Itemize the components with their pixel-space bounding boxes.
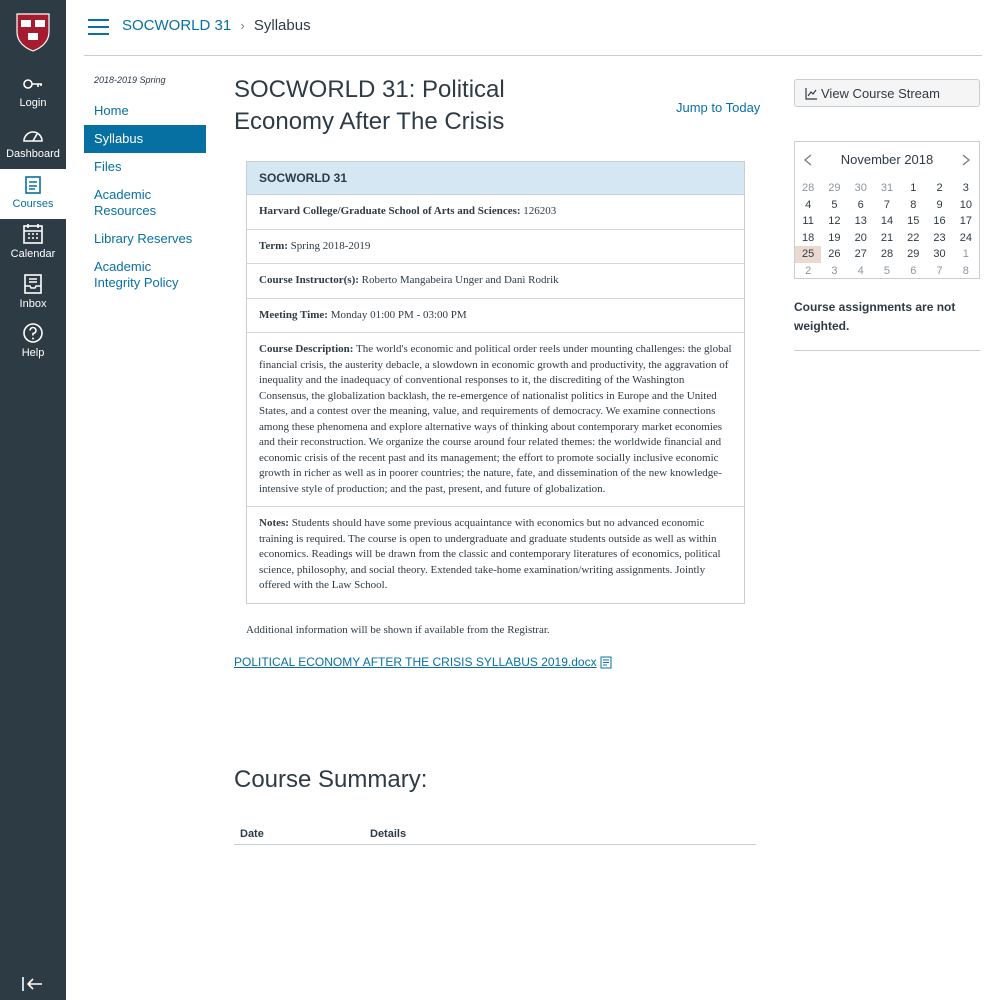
chevron-right-icon[interactable] xyxy=(961,154,971,166)
calendar-day[interactable]: 4 xyxy=(857,264,864,277)
calendar-day[interactable]: 5 xyxy=(831,198,838,211)
breadcrumb xyxy=(122,17,311,34)
harvard-shield-logo[interactable] xyxy=(15,12,51,52)
calendar-day[interactable]: 30 xyxy=(933,248,946,260)
global-nav-courses[interactable] xyxy=(0,169,66,219)
global-nav-label: Inbox xyxy=(19,298,47,310)
course-nav-home[interactable]: Home xyxy=(94,103,129,118)
calendar-day[interactable]: 1 xyxy=(962,248,969,260)
dashboard-icon xyxy=(21,125,45,145)
term-value: Spring 2018-2019 xyxy=(290,239,371,252)
calendar-day[interactable]: 29 xyxy=(907,248,920,260)
calendar-day[interactable]: 8 xyxy=(910,198,917,211)
global-nav-label: Dashboard xyxy=(6,148,60,160)
calendar-day[interactable]: 11 xyxy=(802,215,814,227)
term-label: 2018-2019 Spring xyxy=(94,75,166,85)
view-course-stream-button[interactable] xyxy=(794,79,980,107)
calendar-day[interactable]: 4 xyxy=(805,198,812,211)
calendar-week-row xyxy=(795,246,979,263)
course-info-panel xyxy=(246,161,745,604)
calendar-day[interactable]: 17 xyxy=(959,215,972,227)
calendar-day[interactable]: 18 xyxy=(802,231,815,244)
calendar-day[interactable]: 2 xyxy=(805,264,812,277)
mini-calendar xyxy=(794,141,980,279)
school-value: 126203 xyxy=(523,205,557,217)
notes-row xyxy=(247,507,744,603)
document-preview-icon[interactable] xyxy=(600,656,612,669)
instructor-row xyxy=(247,264,744,299)
courses-icon xyxy=(23,175,43,195)
meeting-time-row xyxy=(247,299,744,334)
global-nav-label: Login xyxy=(19,97,47,109)
meeting-time-label: Meeting Time: xyxy=(259,308,328,321)
calendar-day[interactable]: 14 xyxy=(880,215,894,227)
calendar-day[interactable]: 24 xyxy=(959,231,972,244)
global-nav-login[interactable] xyxy=(0,74,66,109)
meeting-time-value: Monday 01:00 PM - 03:00 PM xyxy=(330,308,467,321)
calendar-week-row xyxy=(795,263,979,280)
assignments-weight-note: Course assignments are not weighted. xyxy=(794,298,980,351)
course-nav-academic-resources[interactable]: Academic Resources xyxy=(94,187,157,218)
page-title: SOCWORLD 31: Political Economy After The Crisis xyxy=(234,76,505,135)
school-row xyxy=(247,195,744,230)
calendar-day[interactable]: 30 xyxy=(854,182,867,194)
calendar-day[interactable]: 23 xyxy=(933,231,946,244)
calendar-week-row xyxy=(795,230,979,247)
calendar-day[interactable]: 13 xyxy=(854,215,867,227)
calendar-day[interactable]: 22 xyxy=(907,231,920,244)
calendar-icon xyxy=(22,223,44,245)
global-nav-inbox[interactable] xyxy=(0,273,66,310)
calendar-week-row xyxy=(795,213,979,230)
calendar-day[interactable]: 20 xyxy=(854,231,867,244)
calendar-day-grid xyxy=(795,180,979,279)
calendar-day[interactable]: 15 xyxy=(907,215,920,227)
course-nav-files[interactable]: Files xyxy=(94,159,122,174)
school-label: Harvard College/Graduate School of Arts and Sciences: xyxy=(259,205,521,217)
calendar-day[interactable]: 1 xyxy=(910,182,917,194)
calendar-day[interactable]: 31 xyxy=(880,182,894,194)
summary-col-details: Details xyxy=(370,828,407,840)
course-summary-title: Course Summary: xyxy=(234,766,428,793)
syllabus-file-link[interactable]: POLITICAL ECONOMY AFTER THE CRISIS SYLLABUS 2019.docx xyxy=(234,655,597,669)
calendar-day[interactable]: 29 xyxy=(828,182,841,194)
term-row xyxy=(247,230,744,265)
calendar-day[interactable]: 7 xyxy=(936,264,943,277)
calendar-day[interactable]: 19 xyxy=(828,231,841,244)
calendar-day[interactable]: 6 xyxy=(910,264,917,277)
calendar-day[interactable]: 28 xyxy=(802,182,815,194)
summary-table-header xyxy=(234,826,756,845)
header-divider xyxy=(84,55,982,56)
global-nav-label: Calendar xyxy=(10,248,56,260)
collapse-nav-icon[interactable] xyxy=(20,974,46,994)
course-nav-academic-integrity[interactable]: Academic Integrity Policy xyxy=(94,259,179,290)
calendar-day[interactable]: 27 xyxy=(854,248,867,260)
view-course-stream-label: View Course Stream xyxy=(821,86,940,101)
global-nav-dashboard[interactable] xyxy=(0,125,66,160)
hamburger-menu-icon[interactable] xyxy=(88,19,109,37)
course-nav-syllabus[interactable]: Syllabus xyxy=(84,125,206,153)
calendar-week-row xyxy=(795,197,979,214)
help-icon xyxy=(22,322,44,344)
description-label: Course Description: xyxy=(259,343,354,355)
calendar-day[interactable]: 8 xyxy=(962,264,969,277)
additional-info-text: Additional information will be shown if available from the Registrar. xyxy=(246,624,550,636)
calendar-day[interactable]: 6 xyxy=(857,198,864,211)
instructor-label: Course Instructor(s): xyxy=(259,274,359,286)
description-row xyxy=(247,333,744,507)
course-nav-library-reserves[interactable]: Library Reserves xyxy=(94,231,193,246)
calendar-day[interactable]: 7 xyxy=(883,198,891,211)
calendar-week-row xyxy=(795,180,979,197)
instructor-value: Roberto Mangabeira Unger and Dani Rodrik xyxy=(361,274,559,286)
summary-col-date: Date xyxy=(240,828,264,840)
calendar-month-title: November 2018 xyxy=(840,152,934,167)
global-nav-help[interactable] xyxy=(0,322,66,359)
panel-header: SOCWORLD 31 xyxy=(247,162,744,195)
calendar-day[interactable]: 3 xyxy=(962,182,969,194)
calendar-day[interactable]: 5 xyxy=(883,264,891,277)
breadcrumb-current-page: Syllabus xyxy=(253,17,311,34)
breadcrumb-course-link[interactable]: SOCWORLD 31 xyxy=(122,17,232,34)
calendar-day[interactable]: 21 xyxy=(880,231,894,244)
notes-value: Students should have some previous acquaintance with economics but no advanced economic training is required. The course is open to undergraduate and graduate students outside as well as within economics. Readings will be drawn from the classic and contemporary literatures of economics, political science, philosophy, and social theory. Extended take-home examination/writing assignments. Jointly offered with the Law School. xyxy=(259,517,721,591)
calendar-day[interactable]: 25 xyxy=(795,246,821,263)
global-nav-label: Help xyxy=(21,347,45,359)
course-nav xyxy=(84,97,206,297)
calendar-day[interactable]: 10 xyxy=(959,198,972,211)
calendar-day[interactable]: 16 xyxy=(933,215,946,227)
term-label: Term: xyxy=(259,239,288,252)
calendar-day[interactable]: 28 xyxy=(880,248,894,260)
chevron-right-icon: › xyxy=(240,18,245,33)
calendar-day[interactable]: 12 xyxy=(828,215,841,227)
global-nav xyxy=(0,0,66,1000)
global-nav-calendar[interactable] xyxy=(0,223,66,260)
calendar-day[interactable]: 9 xyxy=(936,198,943,211)
stream-chart-icon xyxy=(805,87,818,100)
jump-to-today-link[interactable]: Jump to Today xyxy=(676,100,761,115)
global-nav-label: Courses xyxy=(12,198,54,210)
inbox-icon xyxy=(22,273,44,295)
calendar-day[interactable]: 3 xyxy=(831,264,838,277)
calendar-day[interactable]: 26 xyxy=(828,248,841,260)
description-value: The world's economic and political order reels under mounting challenges: the global financial crisis, the austerity debacle, a slowdown in economic growth and productivity, the aggravation of inequality and the inadequacy of conventional responses to it, the discrediting of the Washington Consensus, the globalization backlash, the re-emergence of nationalist politics in Europe and the United States, and a contest over the meaning, value, and requirements of democracy. We examine connections among these phenomena and explore alternative ways of thinking about contemporary market economies and their reconstruction. We organize the course around four related themes: the worldwide financial and economic crisis of the recent past and its management; the effort to promote socially inclusive economic growth in richer as well as in poorer countries; the nature, fate, and dissemination of the new knowledge-intensive style of production; and the past, present, and future of globalization. xyxy=(259,343,732,495)
key-icon xyxy=(22,74,44,94)
calendar-day[interactable]: 2 xyxy=(936,182,943,194)
notes-label: Notes: xyxy=(259,517,289,529)
